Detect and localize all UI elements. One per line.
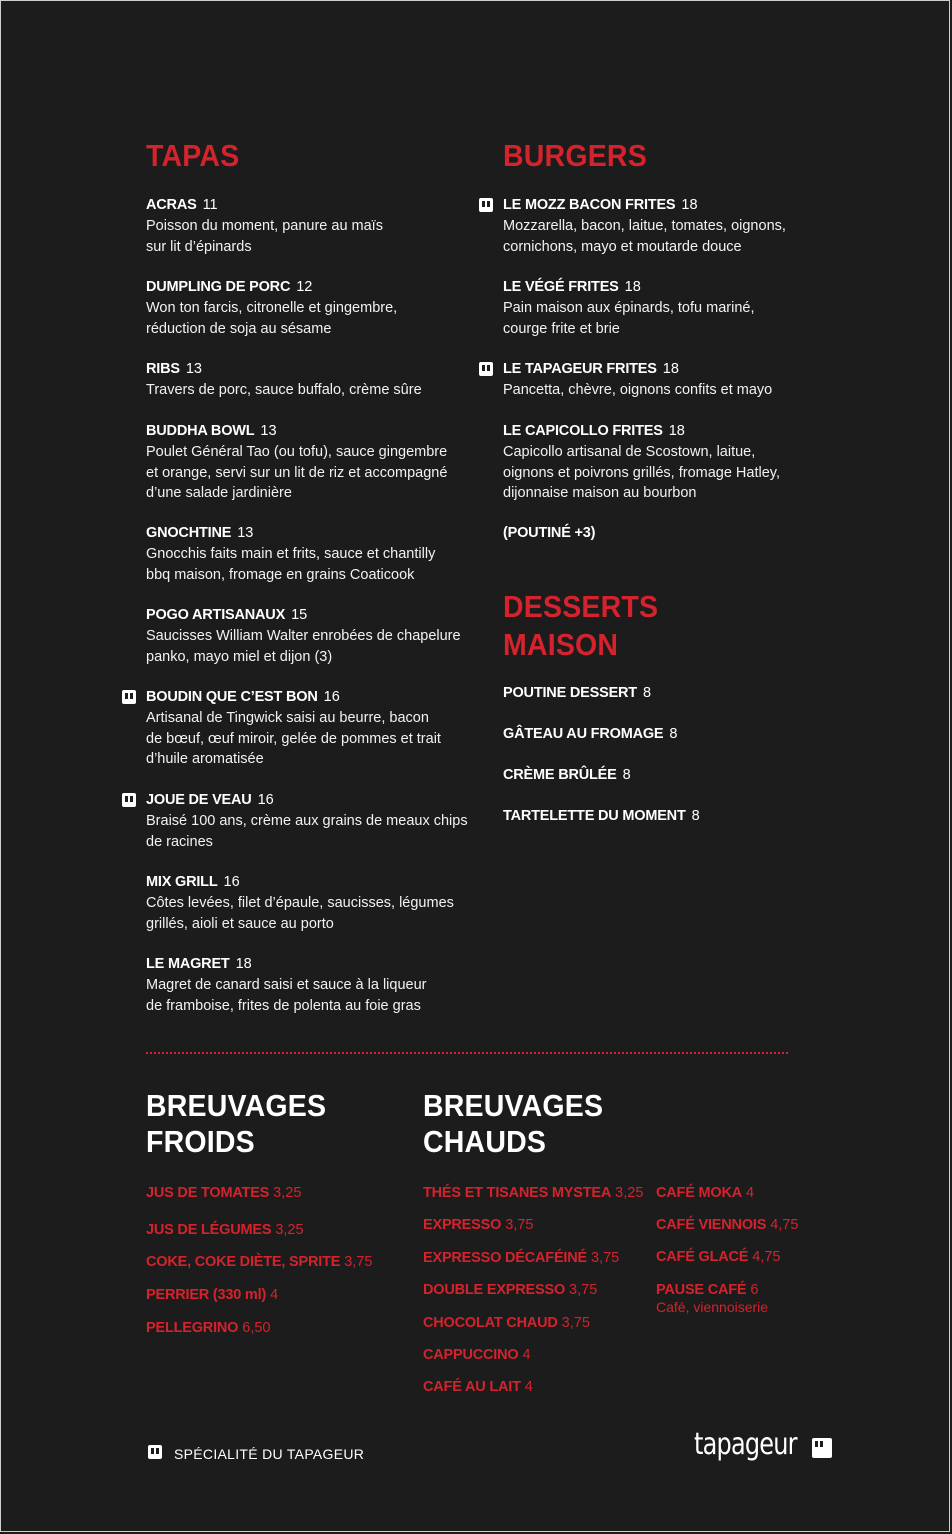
item-price: 8 xyxy=(622,767,631,783)
drink-item xyxy=(423,1183,643,1203)
cold-drinks-title-line2: FROIDS xyxy=(146,1124,255,1159)
drink-item xyxy=(656,1280,768,1315)
drink-name: JUS DE LÉGUMES xyxy=(146,1222,272,1238)
item-name: RIBS xyxy=(146,361,180,377)
item-name: MIX GRILL xyxy=(146,874,218,890)
item-price: 15 xyxy=(291,607,308,623)
item-description: Artisanal de Tingwick saisi au beurre, bacon de bœuf, œuf miroir, gelée de pommes et trait d’huile aromatisée xyxy=(146,710,441,767)
item-price: 18 xyxy=(624,279,641,295)
item-price: 18 xyxy=(681,197,698,213)
drink-price: 3,75 xyxy=(591,1250,620,1266)
logo-text: tapageur xyxy=(694,1427,797,1462)
drink-name: JUS DE TOMATES xyxy=(146,1185,270,1201)
desserts-title-line1: DESSERTS xyxy=(503,589,659,624)
drink-price: 3,75 xyxy=(505,1217,534,1233)
menu-item-buddha-bowl xyxy=(146,421,506,504)
item-name: BOUDIN QUE C’EST BON xyxy=(146,689,318,705)
drink-item xyxy=(146,1252,372,1272)
item-price: 16 xyxy=(257,792,274,808)
item-price: 12 xyxy=(296,279,313,295)
drink-price: 4,75 xyxy=(752,1249,781,1265)
item-price: 16 xyxy=(323,689,340,705)
legend-text: SPÉCIALITÉ DU TAPAGEUR xyxy=(174,1446,365,1462)
item-name: ACRAS xyxy=(146,197,197,213)
item-description: Capicollo artisanal de Scostown, laitue, oignons et poivrons grillés, fromage Hatley, dijonnaise maison au bourbon xyxy=(503,444,780,501)
drink-name: PAUSE CAFÉ xyxy=(656,1282,747,1298)
item-price: 13 xyxy=(260,423,277,439)
drink-item xyxy=(146,1220,304,1240)
menu-item-gnochtine xyxy=(146,523,486,585)
item-description: Travers de porc, sauce buffalo, crème sûre xyxy=(146,382,422,398)
item-name: CRÈME BRÛLÉE xyxy=(503,767,617,783)
drink-price: 6 xyxy=(750,1282,759,1298)
item-description: Poisson du moment, panure au maïs sur lit d’épinards xyxy=(146,218,383,255)
hot-drinks-title-line2: CHAUDS xyxy=(423,1124,547,1159)
menu-item-boudin xyxy=(146,687,486,770)
drink-item xyxy=(146,1318,271,1338)
drink-price: 3,75 xyxy=(561,1315,590,1331)
drink-item xyxy=(146,1285,278,1305)
menu-item-joue-de-veau xyxy=(146,790,506,852)
tapageur-logo xyxy=(694,1428,822,1462)
item-description: Braisé 100 ans, crème aux grains de meaux chips de racines xyxy=(146,813,468,850)
item-name: LE CAPICOLLO FRITES xyxy=(503,423,663,439)
drink-name: CAFÉ AU LAIT xyxy=(423,1379,521,1395)
item-name: LE VÉGÉ FRITES xyxy=(503,279,619,295)
tapas-title: TAPAS xyxy=(146,138,240,173)
drink-item xyxy=(423,1377,533,1397)
drink-name: DOUBLE EXPRESSO xyxy=(423,1282,566,1298)
drink-name: THÉS ET TISANES MYSTEA xyxy=(423,1185,612,1201)
item-name: JOUE DE VEAU xyxy=(146,792,252,808)
drink-description: Café, viennoiserie xyxy=(656,1299,769,1315)
item-name: LE MOZZ BACON FRITES xyxy=(503,197,676,213)
drink-price: 4 xyxy=(524,1379,533,1395)
drink-item xyxy=(146,1183,301,1203)
menu-item-tapageur xyxy=(503,359,843,401)
item-name: DUMPLING DE PORC xyxy=(146,279,291,295)
tapageur-mask-icon xyxy=(148,1445,162,1459)
item-description: Pancetta, chèvre, oignons confits et mayo xyxy=(503,382,773,398)
drink-price: 3,25 xyxy=(275,1222,304,1238)
item-price: 16 xyxy=(223,874,240,890)
item-price: 13 xyxy=(185,361,202,377)
poutine-note xyxy=(503,523,843,544)
item-name: BUDDHA BOWL xyxy=(146,423,255,439)
dessert-item xyxy=(503,806,843,827)
item-price: 13 xyxy=(237,525,254,541)
dessert-item xyxy=(503,765,843,786)
drink-name: COKE, COKE DIÈTE, SPRITE xyxy=(146,1254,341,1270)
item-description: Poulet Général Tao (ou tofu), sauce gingembre et orange, servi sur un lit de riz et accompagné d’une salade jardinière xyxy=(146,444,448,501)
item-name: GNOCHTINE xyxy=(146,525,232,541)
drink-name: CAFÉ MOKA xyxy=(656,1185,743,1201)
tapageur-mask-icon xyxy=(479,362,493,376)
drink-item xyxy=(656,1247,781,1267)
tapageur-mask-icon xyxy=(479,198,493,212)
item-price: 8 xyxy=(642,685,652,701)
item-price: 18 xyxy=(662,361,679,377)
item-name: LE MAGRET xyxy=(146,956,230,972)
drink-item xyxy=(423,1313,590,1333)
item-price: 8 xyxy=(669,726,678,742)
item-name: LE TAPAGEUR FRITES xyxy=(503,361,657,377)
drink-item xyxy=(423,1215,533,1235)
drink-price: 4 xyxy=(270,1287,279,1303)
menu-item-vege xyxy=(503,277,843,339)
item-description: Saucisses William Walter enrobées de chapelure panko, mayo miel et dijon (3) xyxy=(146,628,461,665)
menu-item-acras xyxy=(146,195,486,257)
drink-price: 4 xyxy=(746,1185,755,1201)
item-description: Côtes levées, filet d’épaule, saucisses, légumes grillés, aioli et sauce au porto xyxy=(146,895,454,932)
drink-price: 3,75 xyxy=(344,1254,373,1270)
drink-name: CHOCOLAT CHAUD xyxy=(423,1315,558,1331)
drink-item xyxy=(423,1345,531,1365)
drink-price: 4,75 xyxy=(770,1217,799,1233)
item-description: Magret de canard saisi et sauce à la liqueur de framboise, frites de polenta au foie gras xyxy=(146,977,427,1014)
item-name: POUTINE DESSERT xyxy=(503,685,637,701)
drink-price: 6,50 xyxy=(242,1320,271,1336)
tapageur-mask-icon xyxy=(122,690,136,704)
drink-name: PERRIER (330 ml) xyxy=(146,1287,267,1303)
item-price: 18 xyxy=(668,423,685,439)
drink-price: 4 xyxy=(522,1347,531,1363)
section-divider xyxy=(146,1052,788,1054)
item-name: GÂTEAU AU FROMAGE xyxy=(503,726,664,742)
drink-item xyxy=(423,1248,619,1268)
menu-item-magret xyxy=(146,954,486,1016)
tapageur-mask-icon xyxy=(812,1438,832,1458)
desserts-title-line2: MAISON xyxy=(503,627,619,662)
drink-name: CAPPUCCINO xyxy=(423,1347,519,1363)
drink-name: EXPRESSO DÉCAFÉINÉ xyxy=(423,1250,587,1266)
drink-item xyxy=(656,1183,754,1203)
menu-item-dumpling xyxy=(146,277,486,339)
burgers-title: BURGERS xyxy=(503,138,647,173)
drink-price: 3,75 xyxy=(569,1282,598,1298)
cold-drinks-title-line1: BREUVAGES xyxy=(146,1088,327,1123)
item-price: 11 xyxy=(202,197,218,213)
item-price: 8 xyxy=(691,808,700,824)
dessert-item xyxy=(503,683,843,704)
menu-item-mozz-bacon xyxy=(503,195,843,257)
item-description: Gnocchis faits main et frits, sauce et chantilly bbq maison, fromage en grains Coaticook xyxy=(146,546,436,583)
drink-name: CAFÉ VIENNOIS xyxy=(656,1217,767,1233)
drink-price: 3,25 xyxy=(273,1185,302,1201)
drink-item xyxy=(423,1280,597,1300)
menu-item-capicollo xyxy=(503,421,843,504)
dessert-item xyxy=(503,724,843,745)
drink-name: EXPRESSO xyxy=(423,1217,502,1233)
menu-item-ribs xyxy=(146,359,486,401)
drink-price: 3,25 xyxy=(615,1185,644,1201)
note-text: (POUTINÉ +3) xyxy=(503,525,596,541)
drink-name: PELLEGRINO xyxy=(146,1320,239,1336)
item-description: Mozzarella, bacon, laitue, tomates, oignons, cornichons, mayo et moutarde douce xyxy=(503,218,786,255)
drink-item xyxy=(656,1215,798,1235)
tapageur-mask-icon xyxy=(122,793,136,807)
menu-item-mix-grill xyxy=(146,872,486,934)
item-name: TARTELETTE DU MOMENT xyxy=(503,808,686,824)
item-description: Pain maison aux épinards, tofu mariné, courge frite et brie xyxy=(503,300,755,337)
item-name: POGO ARTISANAUX xyxy=(146,607,286,623)
item-price: 18 xyxy=(235,956,252,972)
item-description: Won ton farcis, citronelle et gingembre, réduction de soja au sésame xyxy=(146,300,398,337)
drink-name: CAFÉ GLACÉ xyxy=(656,1249,749,1265)
menu-item-pogo xyxy=(146,605,506,667)
hot-drinks-title-line1: BREUVAGES xyxy=(423,1088,604,1123)
